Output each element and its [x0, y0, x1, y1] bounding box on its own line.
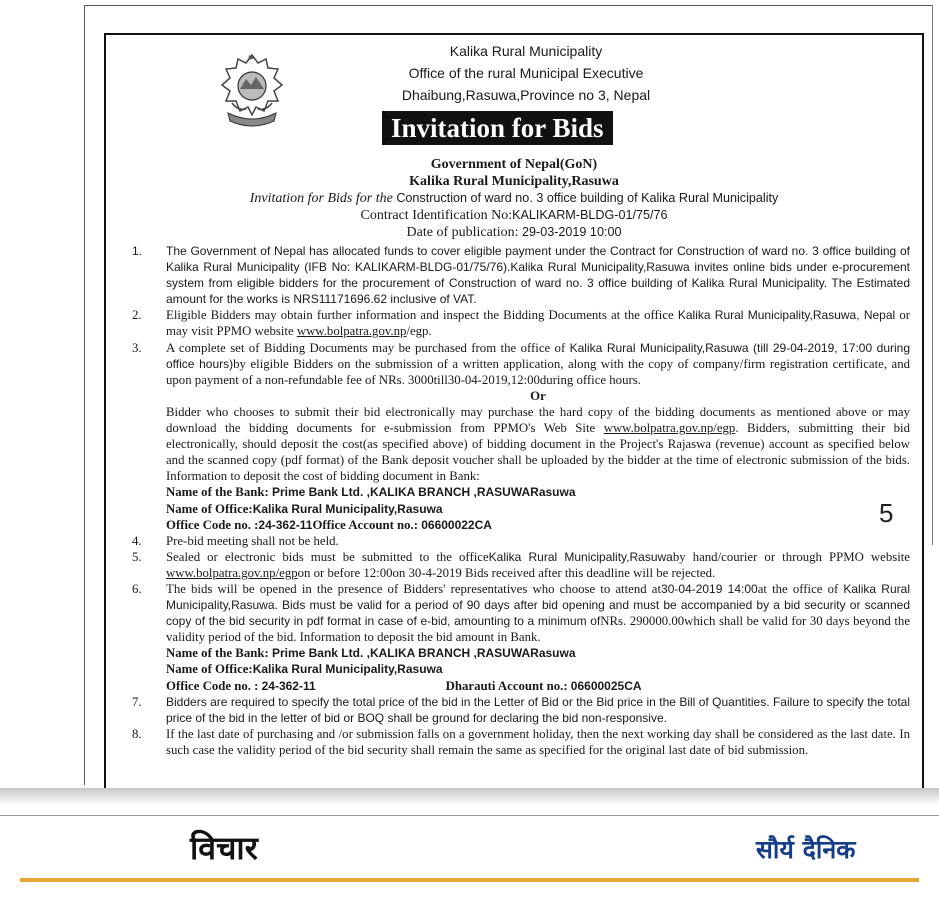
notice-body: [106, 243, 922, 758]
ifb-subject: Construction of ward no. 3 office building of Kalika Rural Municipality: [396, 191, 779, 205]
clause-text: Kalika Rural Municipality,Rasuwa, Nepal: [677, 308, 896, 323]
clause-6: [106, 581, 922, 645]
office-address: Dhaibung,Rasuwa,Province no 3, Nepal: [401, 87, 651, 103]
office-code-value: 24-362-11: [258, 517, 313, 532]
clause-text: which shall be valid for 30 days beyond the validity period of the bid. Information to deposit the bid amount in Bank.: [166, 614, 911, 645]
clause-text: Sealed or electronic bids must be submitted to the office: [166, 549, 489, 564]
notice-title: Invitation for Bids: [382, 111, 613, 145]
clause-text: Bidders are required to specify the total price of the bid in the Letter of Bid or the Bid price in the Bill of Quantities. Failure to specify the total price of the bid in the letter of bid or BOQ shall be ground for declaring the bid non-responsive.: [166, 694, 910, 725]
office-label: Name of Office:: [166, 662, 253, 677]
or-separator: Or: [530, 388, 546, 403]
clause-text: A complete set of Bidding Documents may be purchased from the office of: [166, 340, 570, 355]
page-frame-right: [932, 5, 933, 545]
bank-label: Name of the Bank:: [166, 485, 272, 500]
publication-date-value: 29-03-2019 10:00: [522, 225, 622, 239]
clause-text: Pre-bid meeting shall not be held.: [166, 533, 339, 548]
bolpatra-egp-link[interactable]: www.bolpatra.gov.np/egp: [603, 421, 736, 436]
account-value: 06600022CA: [421, 517, 492, 532]
contract-id-value: KALIKARM-BLDG-01/75/76: [512, 208, 668, 222]
clause-number: 4.: [132, 533, 142, 548]
bank-value: Prime Bank Ltd. ,KALIKA BRANCH ,RASUWARasuwa: [271, 485, 576, 500]
clause-text: or may visit PPMO website: [166, 308, 910, 339]
page-frame-top: [84, 5, 932, 6]
clause-number: 3.: [132, 340, 142, 355]
bolpatra-link[interactable]: www.bolpatra.gov.np: [296, 324, 407, 339]
section-title: विचार: [190, 829, 258, 867]
office-name: Office of the rural Municipal Executive: [408, 65, 644, 81]
clause-7: [106, 694, 922, 726]
page-number: 5: [879, 498, 894, 528]
clause-3: [106, 340, 922, 404]
clause-text: 30-04-2019 14:00: [661, 581, 758, 596]
account-label: Office Account no.:: [312, 517, 422, 532]
office-code-label: Office Code no. :: [166, 517, 259, 532]
bank-value: Prime Bank Ltd. ,KALIKA BRANCH ,RASUWARasuwa: [271, 646, 576, 661]
account-label: Dharauti Account no.:: [445, 678, 571, 693]
clause-text: If the last date of purchasing and /or submission falls on a government holiday, then the next working day shall be considered as the last date. In such case the validity period of the bid security shall remain the same as specified for the original last date of bid submission.: [166, 726, 910, 757]
footer-divider: [0, 815, 939, 816]
contract-id-label: Contract Identification No:: [360, 208, 513, 223]
publication-date-label: Date of publication:: [406, 225, 523, 240]
clause-number: 5.: [132, 549, 142, 564]
newspaper-logo: सौर्य दैनिक: [756, 835, 856, 864]
office-label: Name of Office:: [166, 501, 253, 516]
clause-text: at the office of: [757, 581, 844, 596]
clause-3-electronic: [106, 404, 922, 484]
clause-text: Kalika Rural Municipality,Rasuwa: [488, 549, 673, 564]
page-fold-shadow: [0, 788, 939, 806]
notice-box: [104, 33, 924, 800]
bolpatra-egp-link[interactable]: www.bolpatra.gov.np/egp: [166, 565, 298, 580]
ifb-prefix: Invitation for Bids for the: [249, 191, 393, 206]
bank-details-2: [106, 645, 922, 693]
office-value: Kalika Rural Municipality,Rasuwa: [252, 501, 443, 516]
clause-text: on or before 12:00on 30-4-2019 Bids received after this deadline will be rejected.: [297, 565, 716, 580]
clause-text: The Government of Nepal has allocated funds to cover eligible payment under the Contract for Construction of ward no. 3 office building of Kalika Rural Municipality (IFB No: KALIKARM-BLDG-01/75/76).Kalika Rural Municipality,Rasuwa invites online bids under e-procurement system from eligible bidders for the procurement of Construction of ward no. 3 office building of Kalika Rural Municipality. The Estimated amount for the works is NRS11171696.62 inclusive of VAT.: [166, 244, 910, 307]
publication-date-line: [106, 224, 922, 241]
footer-accent-rule: [20, 878, 919, 882]
clause-number: 2.: [132, 308, 142, 323]
bank-details-1: [106, 484, 922, 532]
municipality-name: Kalika Rural Municipality: [449, 43, 603, 59]
clause-1: [106, 243, 922, 307]
clause-4: [106, 533, 922, 549]
contract-id-line: [106, 207, 922, 224]
clause-text: NRs. 290000.00: [600, 614, 685, 629]
clause-text: . Bids must be valid for a period of 90 days after bid opening and must be accompanied by a bid security or scanned copy of the bid security in pdf format in case of e-bid, amounting to a minimum of: [166, 598, 910, 629]
office-code-value: 24-362-11: [261, 678, 316, 693]
clause-number: 8.: [132, 726, 142, 741]
bank-label: Name of the Bank:: [166, 646, 272, 661]
clause-text: Kalika Rural Municipality,Rasuwa: [166, 581, 910, 613]
office-code-label: Office Code no. :: [166, 678, 262, 693]
clause-text: Bidder who chooses to submit their bid electronically may purchase the hard copy of the bidding documents as mentioned above or may download the bidding documents for e-submission from PPMO's Web Site: [166, 404, 910, 436]
ifb-subject-line: [106, 190, 922, 207]
clause-number: 1.: [132, 244, 143, 258]
clause-text: by hand/courier or through PPMO website: [672, 549, 910, 564]
clause-text: Eligible Bidders may obtain further information and inspect the Bidding Documents at the office: [166, 308, 678, 323]
clause-text: . Bidders, submitting their bid electronically, should deposit the cost(as specified above) of bidding document in the Project's Rajaswa (revenue) account as specified below and the scanned copy (pdf format) of the Bank deposit voucher shall be uploaded by the bidder at the time of electronic submission of the bids. Information to deposit the cost of bidding document in Bank:: [166, 421, 910, 484]
clause-2: [106, 307, 922, 339]
clause-text: by eligible Bidders on the submission of a written application, along with the copy of company/firm registration certificate, and upon payment of a non-refundable fee of NRs. 3000till30-04-2019,12:00during office hours.: [166, 356, 911, 387]
clause-number: 6.: [132, 581, 142, 596]
municipality-line: Kalika Rural Municipality,Rasuwa: [409, 174, 619, 189]
clause-text: Kalika Rural Municipality,Rasuwa (till 29-04-2019, 17:00 during office hours): [166, 340, 911, 371]
government-line: Government of Nepal(GoN): [430, 157, 598, 172]
office-value: Kalika Rural Municipality,Rasuwa: [252, 662, 443, 677]
clause-8: [106, 726, 922, 758]
page-frame-left: [84, 5, 85, 785]
clause-5: [106, 549, 922, 581]
account-value: 06600025CA: [570, 678, 642, 693]
clause-text: /egp.: [406, 324, 432, 339]
clause-number: 7.: [132, 694, 142, 709]
nepal-emblem-icon: [218, 53, 286, 131]
clause-text: The bids will be opened in the presence of Bidders' representatives who choose to attend at: [166, 581, 662, 596]
